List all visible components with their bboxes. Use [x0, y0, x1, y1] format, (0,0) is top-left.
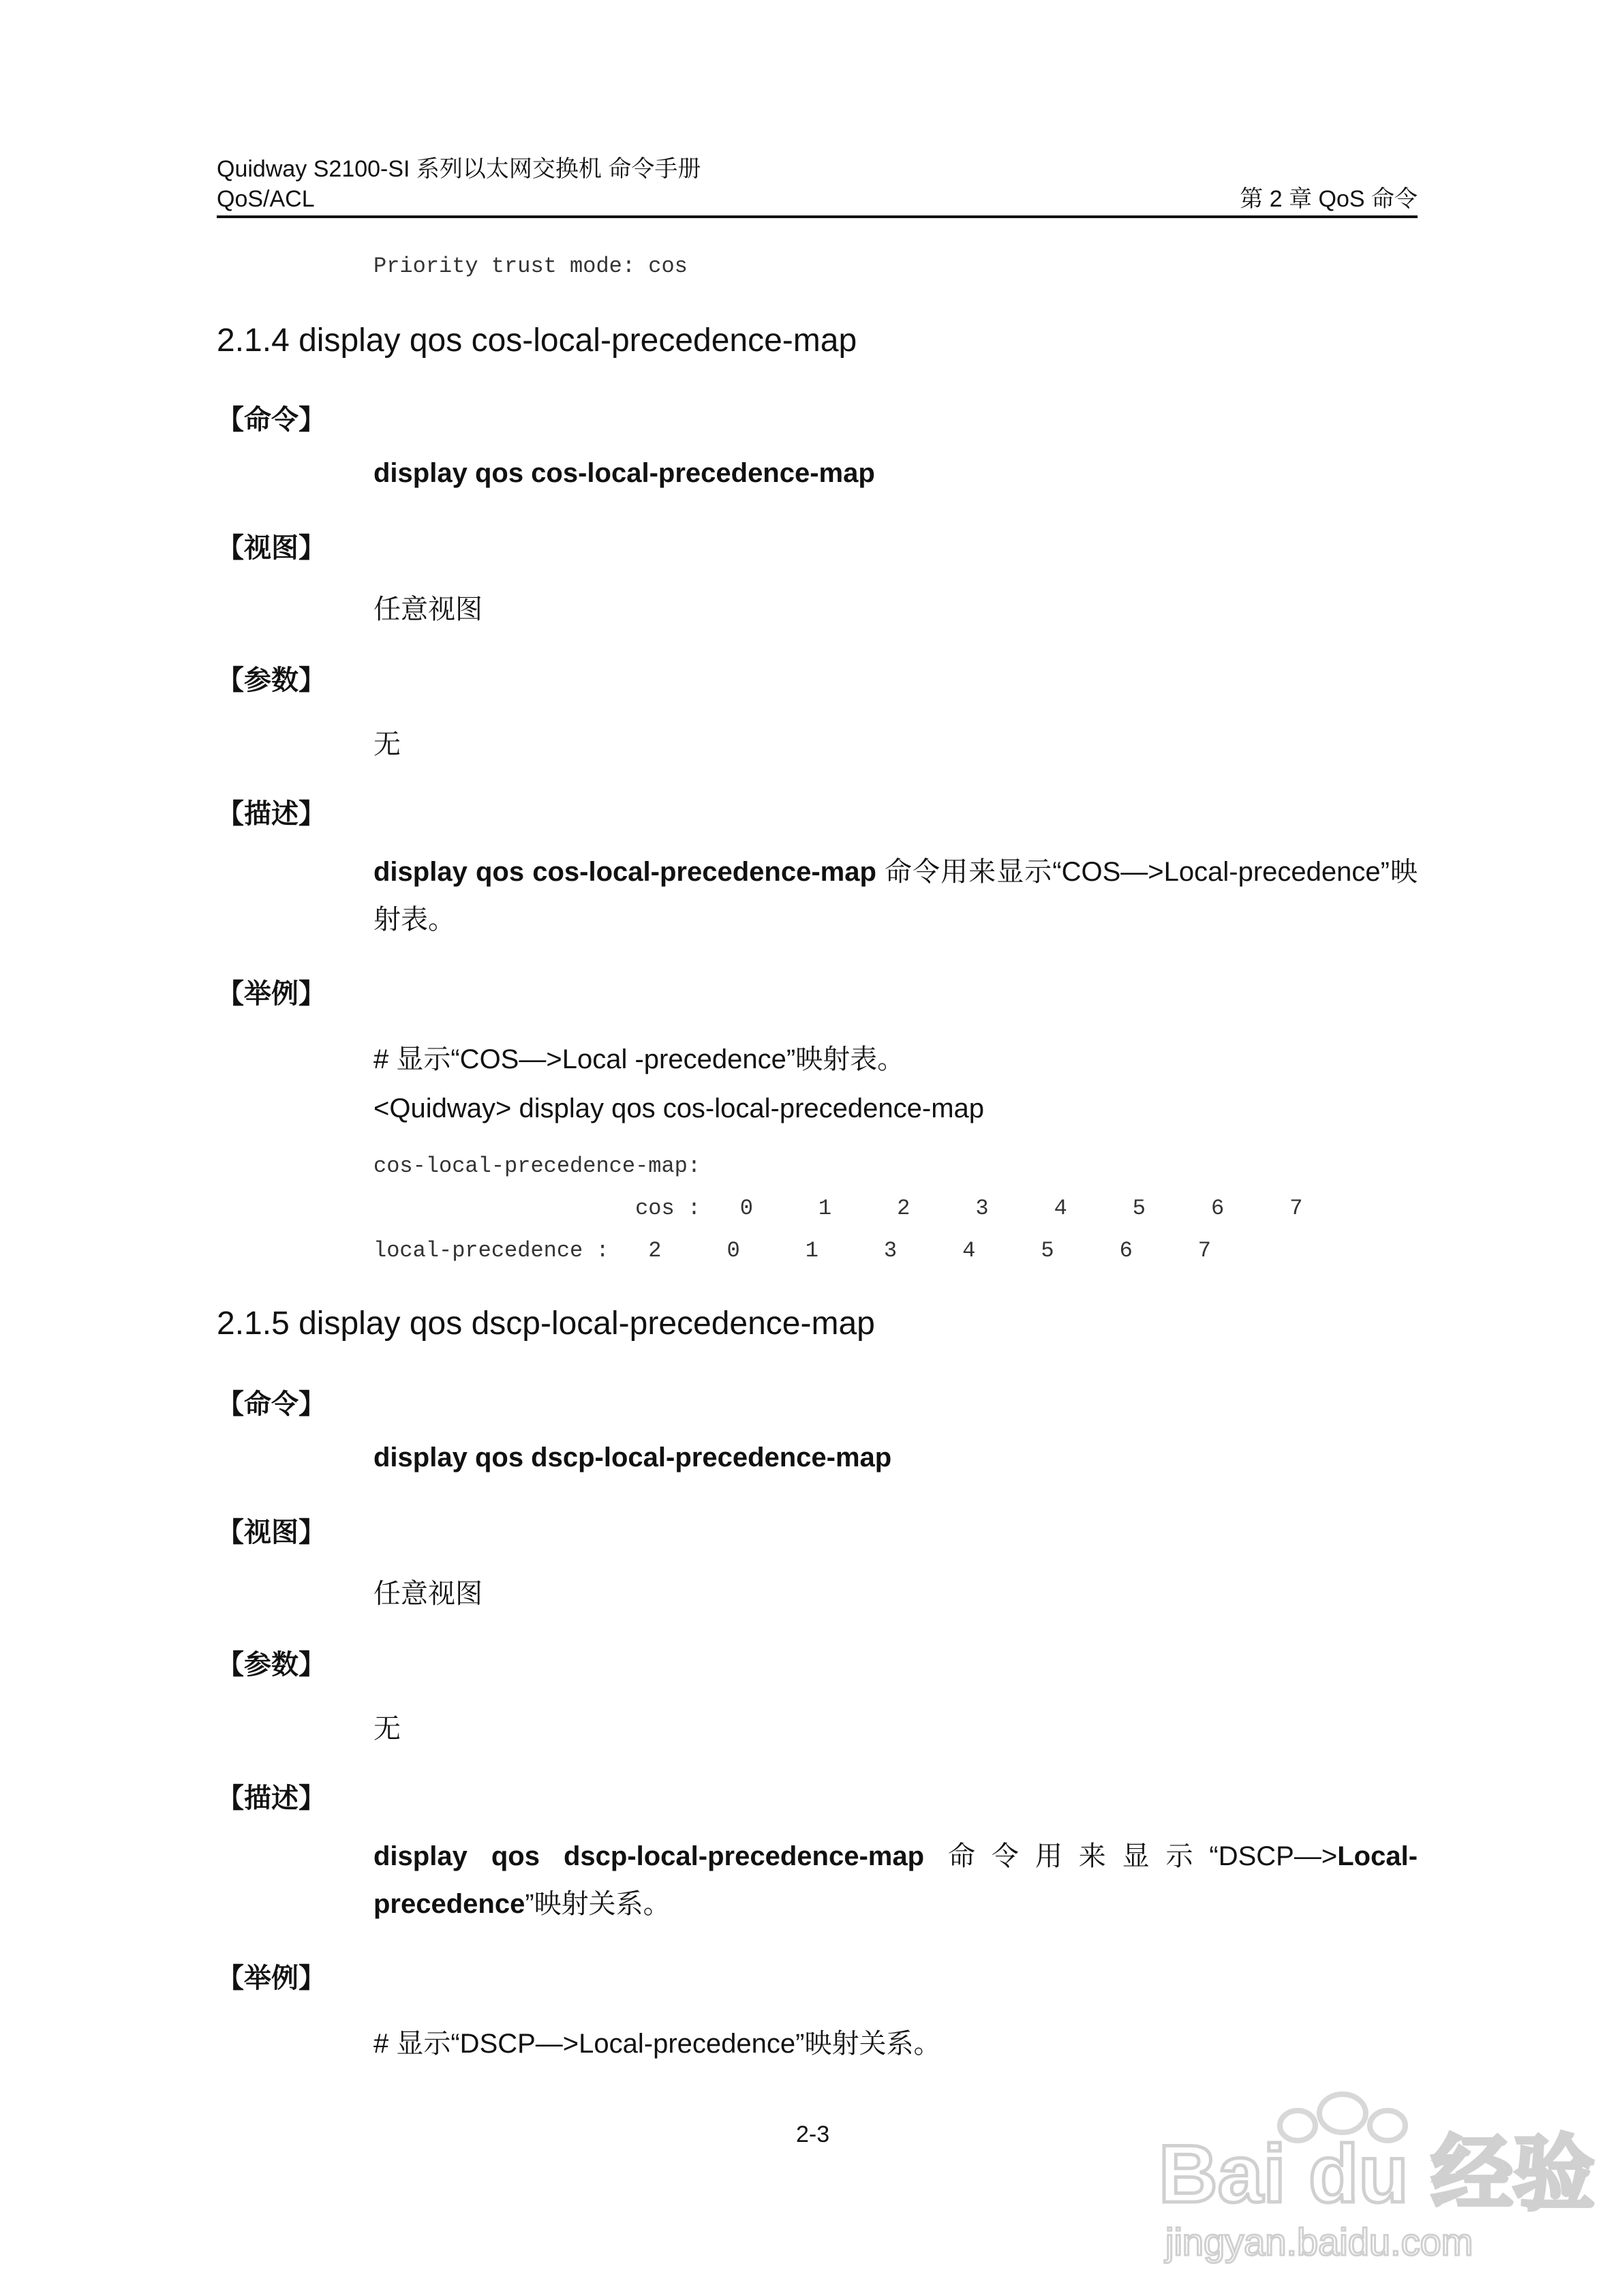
example-comment: # 显示“COS—>Local -precedence”映射表。: [373, 1044, 905, 1074]
view-text: 任意视图: [373, 594, 483, 624]
watermark-url: jingyan.baidu.com: [1165, 2220, 1473, 2263]
tag-command: 【命令】: [217, 1389, 326, 1419]
tag-example: 【举例】: [217, 979, 326, 1009]
tag-view: 【视图】: [217, 533, 326, 563]
output-line-3: local-precedence : 2 0 1 3 4 5 6 7: [373, 1238, 1211, 1263]
watermark-brand: Bai du 经验: [1159, 2128, 1595, 2220]
description-command: display qos dscp-local-precedence-map: [373, 1841, 925, 1871]
description-body: 命令用来显示“DSCP—>: [924, 1841, 1338, 1871]
header-chapter: 第 2 章 QoS 命令: [1240, 186, 1418, 212]
tag-params: 【参数】: [217, 1650, 326, 1680]
command-text: display qos cos-local-precedence-map: [373, 458, 875, 488]
tag-params: 【参数】: [217, 665, 326, 695]
baidu-watermark: [1152, 2066, 1595, 2270]
description-text: [373, 1832, 1418, 1928]
description-text: [373, 848, 1418, 943]
tag-command: 【命令】: [217, 405, 326, 435]
description-command: display qos cos-local-precedence-map: [373, 857, 876, 887]
tag-view: 【视图】: [217, 1517, 326, 1547]
output-line-1: cos-local-precedence-map:: [373, 1153, 701, 1179]
paw-icon: [1152, 2066, 1595, 2270]
output-line-2: cos : 0 1 2 3 4 5 6 7: [373, 1196, 1303, 1221]
page-number: 2-3: [796, 2121, 830, 2147]
header-rule: [217, 215, 1418, 218]
description-body: 命令用来显示“COS—>Local-precedence”映射表。: [373, 857, 1418, 935]
tag-description: 【描述】: [217, 799, 326, 829]
header-doc-title: Quidway S2100-SI 系列以太网交换机 命令手册: [217, 156, 701, 182]
section-heading-2-1-4: 2.1.4 display qos cos-local-precedence-map: [217, 322, 857, 359]
view-text: 任意视图: [373, 1579, 483, 1609]
params-text: 无: [373, 1714, 401, 1744]
description-tail: ”映射关系。: [525, 1889, 671, 1919]
example-prompt: <Quidway> display qos cos-local-precedence-map: [373, 1093, 985, 1123]
description-term: Local-precedence: [373, 1841, 1418, 1919]
tag-description: 【描述】: [217, 1783, 326, 1813]
section-heading-2-1-5: 2.1.5 display qos dscp-local-precedence-map: [217, 1305, 875, 1342]
header-section: QoS/ACL: [217, 186, 315, 212]
example-comment: # 显示“DSCP—>Local-precedence”映射关系。: [373, 2029, 941, 2059]
params-text: 无: [373, 729, 401, 759]
command-text: display qos dscp-local-precedence-map: [373, 1442, 892, 1472]
tag-example: 【举例】: [217, 1963, 326, 1993]
top-output: Priority trust mode: cos: [373, 254, 688, 279]
